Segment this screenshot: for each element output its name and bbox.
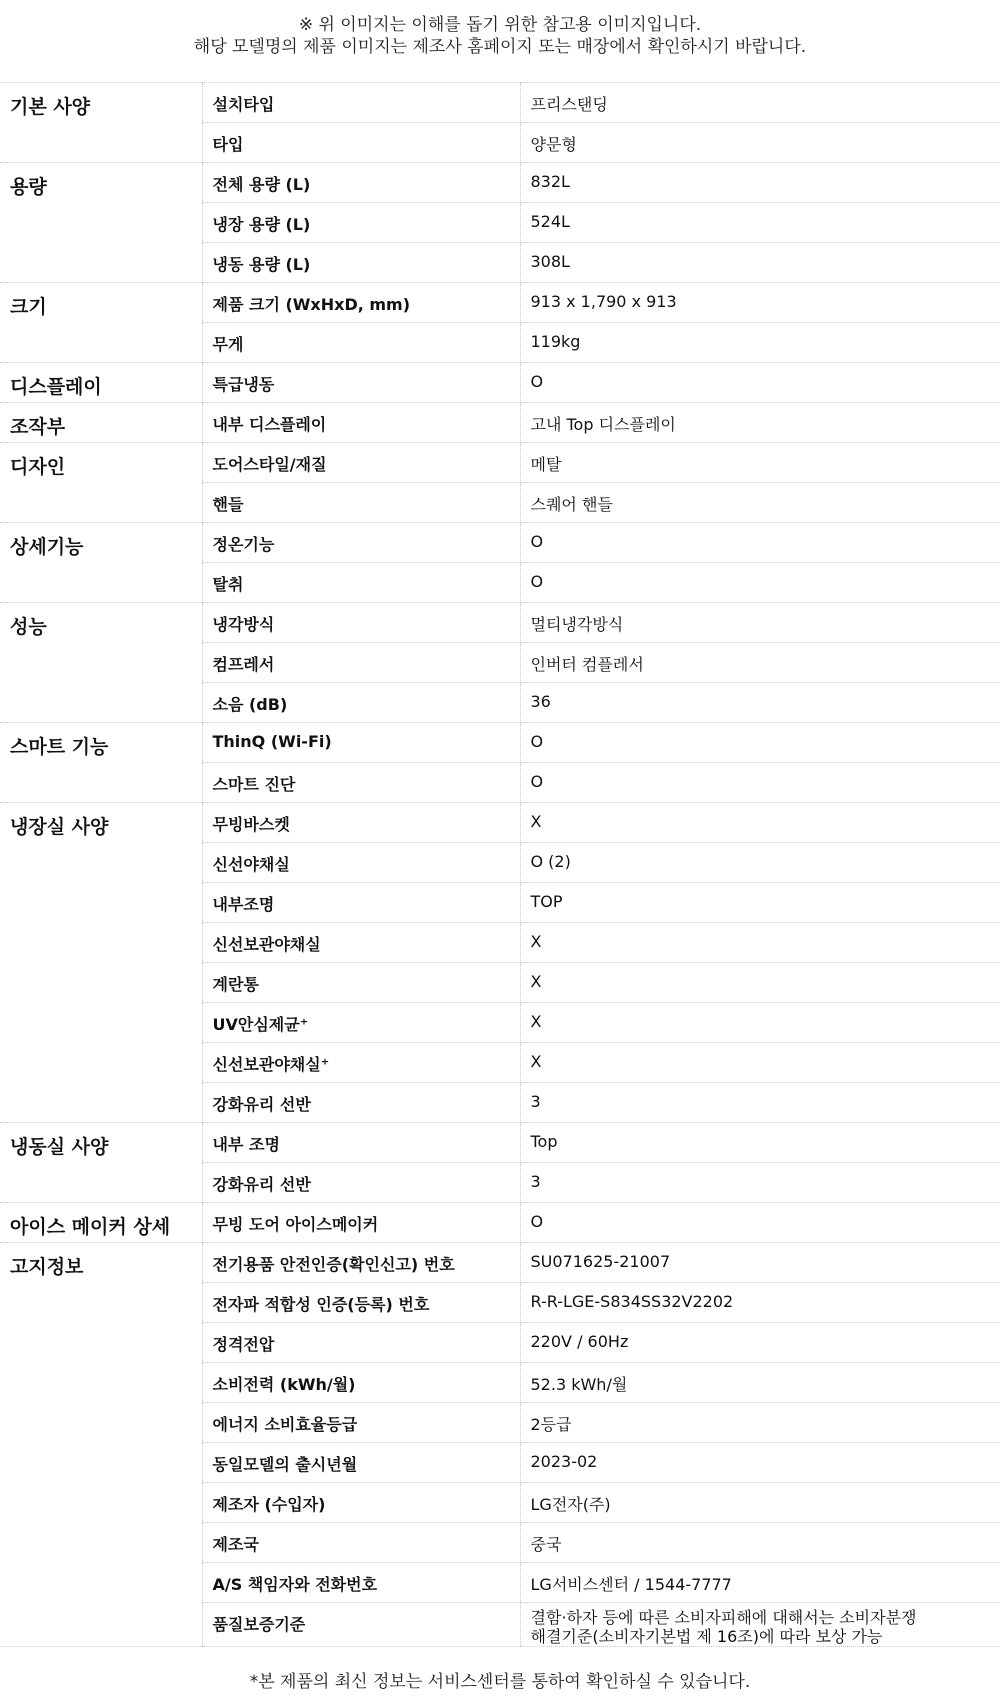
spec-row [0, 1083, 1000, 1123]
spec-item-label: 탈취 [202, 563, 520, 603]
spec-category [0, 1363, 202, 1403]
spec-category [0, 1523, 202, 1563]
spec-row [0, 643, 1000, 683]
spec-row [0, 1523, 1000, 1563]
spec-category [0, 963, 202, 1003]
spec-category [0, 123, 202, 163]
spec-category [0, 643, 202, 683]
spec-item-label: 에너지 소비효율등급 [202, 1403, 520, 1443]
spec-item-value: X [520, 963, 1000, 1003]
spec-item-label: 신선보관야채실 [202, 923, 520, 963]
spec-table [0, 82, 1000, 1647]
spec-item-label: 품질보증기준 [202, 1603, 520, 1647]
spec-item-value: 832L [520, 163, 1000, 203]
spec-row [0, 1603, 1000, 1647]
spec-category: 기본 사양 [0, 83, 202, 123]
spec-item-value: R-R-LGE-S834SS32V2202 [520, 1283, 1000, 1323]
spec-item-value: O [520, 363, 1000, 403]
spec-item-label: 강화유리 선반 [202, 1083, 520, 1123]
spec-row [0, 1123, 1000, 1163]
spec-category [0, 763, 202, 803]
spec-category [0, 923, 202, 963]
spec-row [0, 803, 1000, 843]
spec-row [0, 1443, 1000, 1483]
spec-category [0, 203, 202, 243]
spec-row [0, 1243, 1000, 1283]
spec-row [0, 1043, 1000, 1083]
spec-item-label: 강화유리 선반 [202, 1163, 520, 1203]
spec-row [0, 243, 1000, 283]
spec-row [0, 923, 1000, 963]
spec-item-value: TOP [520, 883, 1000, 923]
spec-item-value: O [520, 763, 1000, 803]
spec-row [0, 483, 1000, 523]
spec-item-label: 핸들 [202, 483, 520, 523]
spec-item-label: 계란통 [202, 963, 520, 1003]
spec-row [0, 603, 1000, 643]
spec-category: 용량 [0, 163, 202, 203]
spec-item-label: 내부 조명 [202, 1123, 520, 1163]
spec-item-label: A/S 책임자와 전화번호 [202, 1563, 520, 1603]
spec-item-label: 무게 [202, 323, 520, 363]
spec-row [0, 1163, 1000, 1203]
spec-item-label: 냉동 용량 (L) [202, 243, 520, 283]
spec-category [0, 243, 202, 283]
image-notice-line-1: ※ 위 이미지는 이해를 돕기 위한 참고용 이미지입니다. [298, 15, 702, 35]
spec-row [0, 283, 1000, 323]
spec-item-label: 냉각방식 [202, 603, 520, 643]
spec-row [0, 1363, 1000, 1403]
spec-item-label: 무빙 도어 아이스메이커 [202, 1203, 520, 1243]
spec-item-label: 제조국 [202, 1523, 520, 1563]
spec-item-value: O [520, 723, 1000, 763]
spec-item-label: 내부조명 [202, 883, 520, 923]
spec-category: 냉동실 사양 [0, 1123, 202, 1163]
spec-item-value: O [520, 1203, 1000, 1243]
spec-item-value: 36 [520, 683, 1000, 723]
spec-category: 고지정보 [0, 1243, 202, 1283]
spec-category: 크기 [0, 283, 202, 323]
spec-row [0, 123, 1000, 163]
spec-category [0, 843, 202, 883]
spec-category: 조작부 [0, 403, 202, 443]
spec-row [0, 163, 1000, 203]
spec-row [0, 1563, 1000, 1603]
spec-item-label: 소음 (dB) [202, 683, 520, 723]
spec-row [0, 1003, 1000, 1043]
spec-table-body [0, 83, 1000, 1647]
spec-category [0, 1043, 202, 1083]
spec-row [0, 523, 1000, 563]
spec-category: 스마트 기능 [0, 723, 202, 763]
spec-item-value: 3 [520, 1163, 1000, 1203]
spec-item-label: 정격전압 [202, 1323, 520, 1363]
spec-row [0, 1203, 1000, 1243]
spec-item-value: 고내 Top 디스플레이 [520, 403, 1000, 443]
spec-category [0, 683, 202, 723]
spec-item-value: 220V / 60Hz [520, 1323, 1000, 1363]
spec-item-label: 무빙바스켓 [202, 803, 520, 843]
spec-item-value: O [520, 523, 1000, 563]
spec-item-label: 제조자 (수입자) [202, 1483, 520, 1523]
spec-row [0, 443, 1000, 483]
spec-item-value: 3 [520, 1083, 1000, 1123]
spec-item-value: X [520, 803, 1000, 843]
spec-row [0, 83, 1000, 123]
spec-row [0, 563, 1000, 603]
spec-item-value: 인버터 컴플레서 [520, 643, 1000, 683]
spec-item-value: 양문형 [520, 123, 1000, 163]
spec-item-value: 308L [520, 243, 1000, 283]
spec-item-value-line: 해결기준(소비자기본법 제 16조)에 따라 보상 가능 [530, 1627, 883, 1646]
spec-row [0, 363, 1000, 403]
spec-item-value [520, 1603, 1000, 1647]
spec-item-label: 전기용품 안전인증(확인신고) 번호 [202, 1243, 520, 1283]
spec-item-value: 2등급 [520, 1403, 1000, 1443]
spec-category: 성능 [0, 603, 202, 643]
spec-category [0, 483, 202, 523]
spec-category: 아이스 메이커 상세 [0, 1203, 202, 1243]
spec-row [0, 963, 1000, 1003]
spec-item-value: Top [520, 1123, 1000, 1163]
spec-row [0, 403, 1000, 443]
spec-category [0, 1563, 202, 1603]
spec-item-label: 동일모델의 출시년월 [202, 1443, 520, 1483]
spec-row [0, 203, 1000, 243]
spec-item-label: 설치타입 [202, 83, 520, 123]
spec-item-label: UV안심제균⁺ [202, 1003, 520, 1043]
footer-note: *본 제품의 최신 정보는 서비스센터를 통하여 확인하실 수 있습니다. [249, 1672, 751, 1692]
spec-category [0, 1003, 202, 1043]
spec-item-value: 중국 [520, 1523, 1000, 1563]
spec-item-label: 도어스타일/재질 [202, 443, 520, 483]
spec-row [0, 1323, 1000, 1363]
spec-item-value: SU071625-21007 [520, 1243, 1000, 1283]
spec-category [0, 563, 202, 603]
spec-row [0, 1483, 1000, 1523]
spec-item-value: LG전자(주) [520, 1483, 1000, 1523]
spec-row [0, 1283, 1000, 1323]
spec-item-label: 제품 크기 (WxHxD, mm) [202, 283, 520, 323]
spec-item-label: 전자파 적합성 인증(등록) 번호 [202, 1283, 520, 1323]
spec-item-value: 스퀘어 핸들 [520, 483, 1000, 523]
spec-category [0, 1083, 202, 1123]
spec-item-value: 메탈 [520, 443, 1000, 483]
spec-item-value: 멀티냉각방식 [520, 603, 1000, 643]
spec-row [0, 883, 1000, 923]
spec-item-value: O [520, 563, 1000, 603]
spec-item-value: O (2) [520, 843, 1000, 883]
spec-item-value: X [520, 1003, 1000, 1043]
spec-category: 냉장실 사양 [0, 803, 202, 843]
spec-item-label: 신선야채실 [202, 843, 520, 883]
spec-category: 디스플레이 [0, 363, 202, 403]
spec-item-label: ThinQ (Wi-Fi) [202, 723, 520, 763]
spec-category [0, 323, 202, 363]
spec-row [0, 763, 1000, 803]
spec-item-value: 119kg [520, 323, 1000, 363]
spec-item-label: 특급냉동 [202, 363, 520, 403]
spec-category [0, 1603, 202, 1647]
spec-item-label: 소비전력 (kWh/월) [202, 1363, 520, 1403]
spec-item-label: 컴프레서 [202, 643, 520, 683]
spec-item-value: 52.3 kWh/월 [520, 1363, 1000, 1403]
spec-category [0, 1163, 202, 1203]
spec-category [0, 1323, 202, 1363]
spec-item-label: 전체 용량 (L) [202, 163, 520, 203]
spec-category [0, 883, 202, 923]
spec-item-value: 913 x 1,790 x 913 [520, 283, 1000, 323]
spec-row [0, 723, 1000, 763]
spec-item-value: 2023-02 [520, 1443, 1000, 1483]
spec-category [0, 1443, 202, 1483]
spec-item-label: 신선보관야채실⁺ [202, 1043, 520, 1083]
spec-item-value: X [520, 923, 1000, 963]
spec-category [0, 1283, 202, 1323]
spec-category [0, 1403, 202, 1443]
spec-row [0, 323, 1000, 363]
spec-category [0, 1483, 202, 1523]
image-notice [0, 0, 1000, 62]
spec-item-label: 내부 디스플레이 [202, 403, 520, 443]
spec-item-value: 프리스탠딩 [520, 83, 1000, 123]
spec-row [0, 1403, 1000, 1443]
spec-item-label: 냉장 용량 (L) [202, 203, 520, 243]
spec-item-value: X [520, 1043, 1000, 1083]
spec-row [0, 843, 1000, 883]
spec-item-value-line: 결함·하자 등에 따른 소비자피해에 대해서는 소비자분쟁 [530, 1608, 917, 1627]
spec-item-value: 524L [520, 203, 1000, 243]
spec-category: 디자인 [0, 443, 202, 483]
image-notice-line-2: 해당 모델명의 제품 이미지는 제조사 홈페이지 또는 매장에서 확인하시기 바랍니다. [193, 37, 807, 57]
spec-row [0, 683, 1000, 723]
spec-item-value: LG서비스센터 / 1544-7777 [520, 1563, 1000, 1603]
spec-item-label: 스마트 진단 [202, 763, 520, 803]
spec-item-label: 타입 [202, 123, 520, 163]
spec-category: 상세기능 [0, 523, 202, 563]
spec-item-label: 정온기능 [202, 523, 520, 563]
